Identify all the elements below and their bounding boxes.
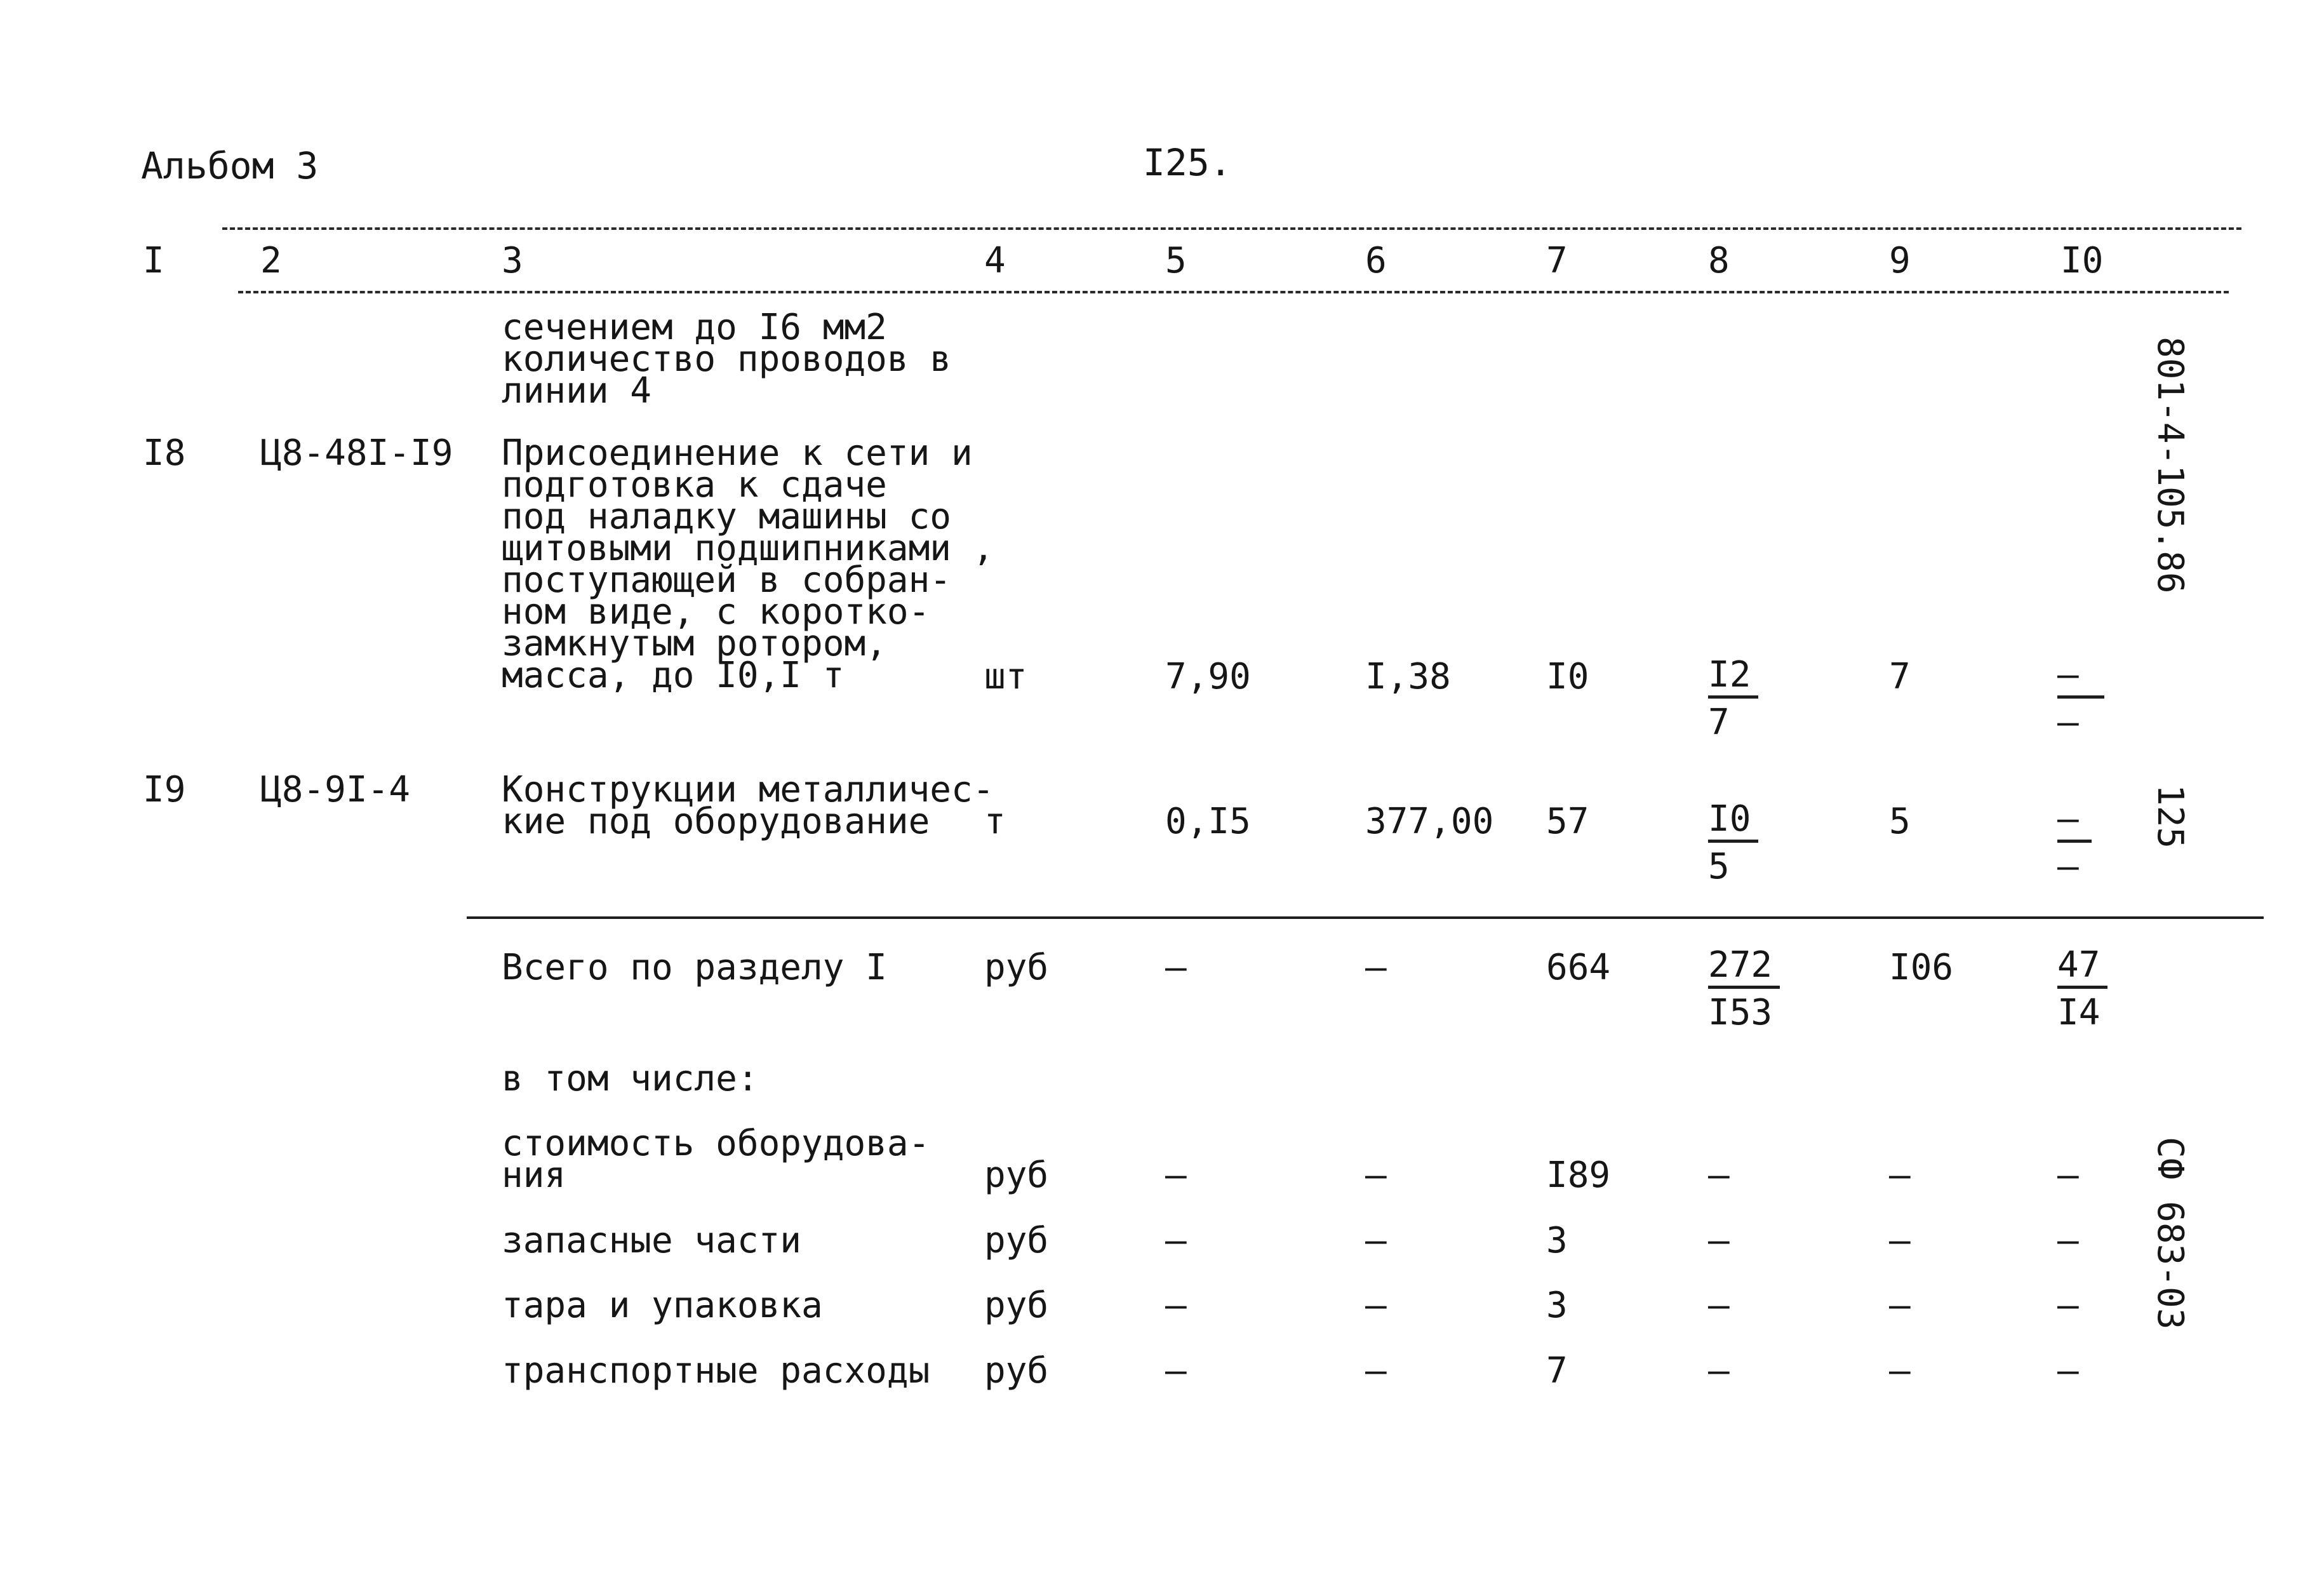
breakdown-unit: руб [984, 1285, 1049, 1326]
breakdown-col7: 7 [1546, 1350, 1568, 1391]
breakdown-col5: – [1165, 1155, 1187, 1196]
row-desc-line: Присоединение к сети и [502, 432, 973, 474]
fraction-denominator: – [2057, 846, 2079, 887]
breakdown-col6: – [1365, 1155, 1387, 1196]
row-desc-line: подготовка к сдаче [502, 464, 887, 506]
fraction-numerator: I0 [1708, 801, 1758, 843]
including-label: в том числе: [502, 1058, 759, 1099]
fraction-denominator: I4 [2057, 992, 2100, 1033]
row-price: 0,I5 [1165, 801, 1251, 842]
total-fraction-10 [2057, 944, 2107, 1033]
total-fraction-8 [1708, 944, 1780, 1033]
row-fraction-8 [1708, 654, 1758, 743]
row-col9: 5 [1889, 801, 1911, 842]
fraction-denominator: I53 [1708, 992, 1773, 1033]
row-code: Ц8-9I-4 [260, 769, 411, 810]
breakdown-col8: – [1708, 1350, 1730, 1391]
col-header-1: I [143, 240, 164, 281]
row-coef: 377,00 [1365, 801, 1494, 842]
breakdown-col9: – [1889, 1350, 1911, 1391]
col-header-2: 2 [260, 240, 282, 281]
margin-project-code: 801-4-105.86 [2149, 337, 2191, 594]
breakdown-col6: – [1365, 1285, 1387, 1326]
breakdown-col9: – [1889, 1220, 1911, 1261]
breakdown-unit: руб [984, 1350, 1049, 1391]
fraction-denominator: – [2057, 702, 2079, 743]
row-desc-line: замкнутым ротором, [502, 623, 887, 664]
breakdown-col5: – [1165, 1350, 1187, 1391]
row-code: Ц8-48I-I9 [260, 432, 453, 474]
row-desc-line: масса, до I0,I т [502, 655, 845, 696]
breakdown-label: запасные части [502, 1220, 802, 1261]
breakdown-unit: руб [984, 1220, 1049, 1261]
breakdown-col10: – [2057, 1350, 2079, 1391]
page-number: I25. [1143, 141, 1232, 184]
breakdown-col10: – [2057, 1155, 2079, 1196]
row-desc-line: под наладку машины со [502, 496, 952, 537]
fraction-numerator: 47 [2057, 948, 2107, 989]
breakdown-col10: – [2057, 1220, 2079, 1261]
breakdown-col8: – [1708, 1220, 1730, 1261]
col-header-3: 3 [502, 240, 523, 281]
breakdown-col9: – [1889, 1285, 1911, 1326]
section-total-rule [467, 916, 2264, 919]
row-col9: 7 [1889, 656, 1911, 697]
breakdown-col7: 3 [1546, 1220, 1568, 1261]
margin-series-code: СФ 683-03 [2149, 1137, 2191, 1330]
row-total: I0 [1546, 656, 1589, 697]
col-header-9: 9 [1889, 240, 1911, 281]
breakdown-col7: I89 [1546, 1155, 1611, 1196]
total-col5: – [1165, 947, 1187, 988]
header-top-rule [222, 227, 2241, 230]
row-total: 57 [1546, 801, 1589, 842]
row-fraction-8 [1708, 798, 1758, 887]
col-header-6: 6 [1365, 240, 1387, 281]
breakdown-col6: – [1365, 1220, 1387, 1261]
fraction-numerator: 272 [1708, 948, 1780, 989]
breakdown-col5: – [1165, 1285, 1187, 1326]
breakdown-col10: – [2057, 1285, 2079, 1326]
total-unit: руб [984, 947, 1049, 988]
breakdown-label: стоимость оборудова- [502, 1123, 930, 1164]
col-header-4: 4 [984, 240, 1006, 281]
row-fraction-10 [2057, 654, 2104, 743]
row-unit: шт [984, 656, 1027, 697]
fraction-denominator: 5 [1708, 846, 1730, 887]
row-desc-line: кие под оборудование [502, 801, 930, 842]
fraction-numerator: I2 [1708, 657, 1758, 699]
row-number: I8 [143, 432, 186, 474]
total-col6: – [1365, 947, 1387, 988]
breakdown-col8: – [1708, 1155, 1730, 1196]
row-unit: т [984, 801, 1006, 842]
album-label: Альбом 3 [141, 144, 319, 187]
row-desc-line: поступающей в собран- [502, 560, 952, 601]
total-label: Всего по разделу I [502, 947, 887, 988]
col-header-8: 8 [1708, 240, 1730, 281]
row-desc-line: щитовыми подшипниками , [502, 528, 994, 569]
fraction-numerator: – [2057, 801, 2092, 843]
row-number: I9 [143, 769, 186, 810]
total-col7: 664 [1546, 947, 1611, 988]
continuation-line: линии 4 [502, 370, 652, 412]
fraction-denominator: 7 [1708, 702, 1730, 743]
row-desc-line: ном виде, с коротко- [502, 591, 930, 633]
row-fraction-10 [2057, 798, 2092, 887]
breakdown-label: ния [502, 1155, 566, 1196]
breakdown-col9: – [1889, 1155, 1911, 1196]
margin-page-ref: 125 [2149, 784, 2191, 849]
breakdown-col6: – [1365, 1350, 1387, 1391]
breakdown-unit: руб [984, 1155, 1049, 1196]
header-bottom-rule [238, 291, 2229, 293]
row-desc-line: Конструкции металличес- [502, 769, 994, 810]
breakdown-col8: – [1708, 1285, 1730, 1326]
total-col9: I06 [1889, 947, 1954, 988]
continuation-line: сечением до I6 мм2 [502, 307, 887, 348]
breakdown-label: транспортные расходы [502, 1350, 930, 1391]
col-header-7: 7 [1546, 240, 1568, 281]
breakdown-col5: – [1165, 1220, 1187, 1261]
row-coef: I,38 [1365, 656, 1451, 697]
col-header-5: 5 [1165, 240, 1187, 281]
fraction-numerator: – [2057, 657, 2104, 699]
row-price: 7,90 [1165, 656, 1251, 697]
continuation-line: количество проводов в [502, 338, 952, 380]
breakdown-col7: 3 [1546, 1285, 1568, 1326]
col-header-10: I0 [2060, 240, 2104, 281]
breakdown-label: тара и упаковка [502, 1285, 823, 1326]
